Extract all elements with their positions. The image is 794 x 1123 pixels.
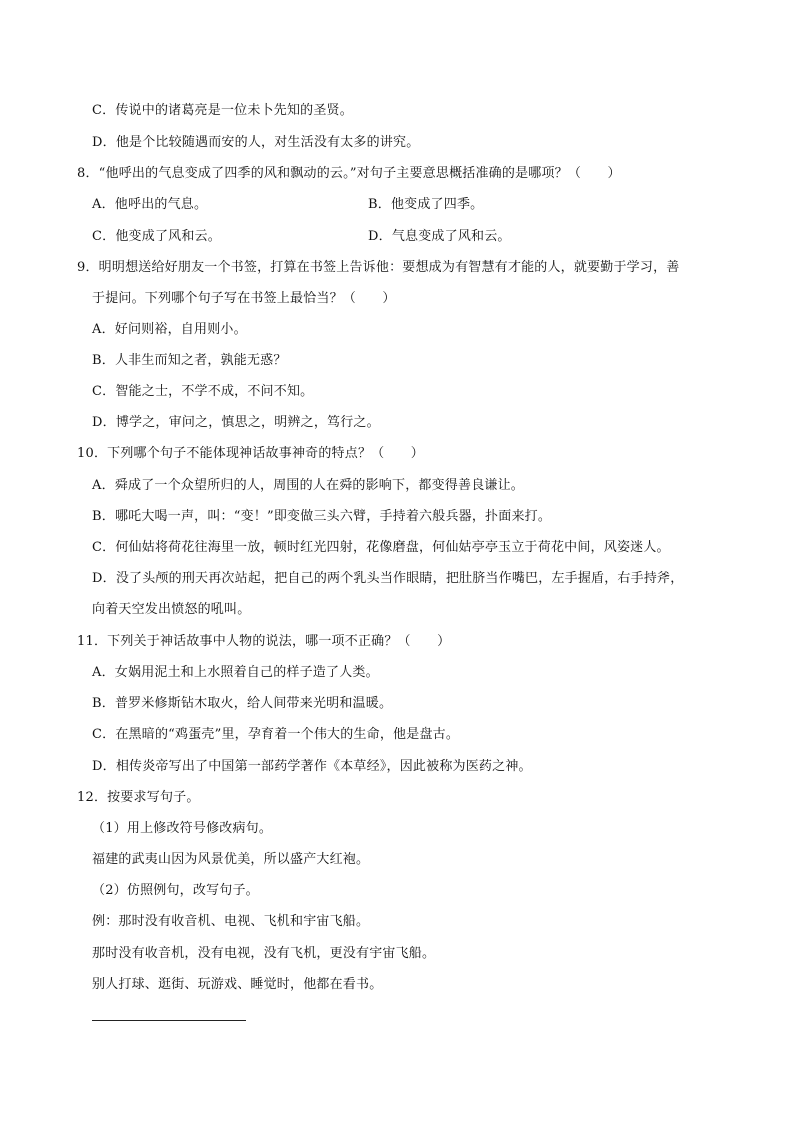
q9-option-d: D．博学之，审问之，慎思之，明辨之，笃行之。: [92, 415, 380, 430]
q12-example-line2: 那时没有收音机，没有电视，没有飞机，更没有宇宙飞船。: [92, 946, 436, 961]
q9-stem-line2: 于提问。下列哪个句子写在书签上最恰当？（ ）: [92, 291, 396, 306]
q7-option-d: D．他是个比较随遇而安的人，对生活没有太多的讲究。: [92, 135, 420, 150]
q10-option-d-line2: 向着天空发出愤怒的吼叫。: [92, 602, 251, 617]
q12-faulty-sentence: 福建的武夷山因为风景优美，所以盛产大红袍。: [92, 852, 370, 867]
q12-task-sentence: 别人打球、逛街、玩游戏、睡觉时，他都在看书。: [92, 977, 383, 992]
answer-blank-line[interactable]: [92, 1020, 246, 1021]
q12-example-line1: 例：那时没有收音机、电视、飞机和宇宙飞船。: [92, 914, 370, 929]
q12-subquestion-1: （1）用上修改符号修改病句。: [92, 821, 273, 836]
q11-option-c: C．在黑暗的“鸡蛋壳”里，孕育着一个伟大的生命，他是盘古。: [92, 727, 460, 742]
q8-option-a: A．他呼出的气息。: [92, 197, 208, 212]
q9-option-b: B．人非生而知之者，孰能无惑？: [92, 353, 287, 368]
q11-option-d: D．相传炎帝写出了中国第一部药学著作《本草经》，因此被称为医药之神。: [92, 759, 532, 774]
q11-option-a: A．女娲用泥土和上水照着自己的样子造了人类。: [92, 665, 379, 680]
q9-option-a: A．好问则裕，自用则小。: [92, 322, 247, 337]
q12-stem: 12．按要求写句子。: [77, 790, 200, 805]
q10-option-d-line1: D．没了头颅的刑天再次站起，把自己的两个乳头当作眼睛，把肚脐当作嘴巴，左手握盾，右手持斧，: [92, 571, 684, 586]
q8-option-d: D．气息变成了风和云。: [368, 229, 511, 244]
q10-option-c: C．何仙姑将荷花往海里一放，顿时红光四射，花像磨盘，何仙姑亭亭玉立于荷花中间，风姿迷人。: [92, 540, 670, 555]
q11-stem: 11．下列关于神话故事中人物的说法，哪一项不正确？（ ）: [77, 634, 451, 649]
q10-option-a: A．舜成了一个众望所归的人，周围的人在舜的影响下，都变得善良谦让。: [92, 478, 524, 493]
q12-subquestion-2: （2）仿照例句，改写句子。: [92, 883, 259, 898]
q9-option-c: C．智能之士，不学不成，不问不知。: [92, 384, 314, 399]
q8-stem: 8．“他呼出的气息变成了四季的风和飘动的云。”对句子主要意思概括准确的是哪项？（ ）: [77, 166, 621, 181]
q9-stem-line1: 9．明明想送给好朋友一个书签，打算在书签上告诉他：要想成为有智慧有才能的人，就要勤于学习，善: [77, 260, 680, 275]
q11-option-b: B．普罗米修斯钻木取火，给人间带来光明和温暖。: [92, 696, 393, 711]
q10-option-b: B．哪吒大喝一声，叫：“变！”即变做三头六臂，手持着六般兵器，扑面来打。: [92, 509, 552, 524]
q10-stem: 10．下列哪个句子不能体现神话故事神奇的特点？（ ）: [77, 446, 424, 461]
q8-option-b: B．他变成了四季。: [368, 197, 484, 212]
q7-option-c: C．传说中的诸葛亮是一位未卜先知的圣贤。: [92, 103, 353, 118]
q8-option-c: C．他变成了风和云。: [92, 229, 221, 244]
